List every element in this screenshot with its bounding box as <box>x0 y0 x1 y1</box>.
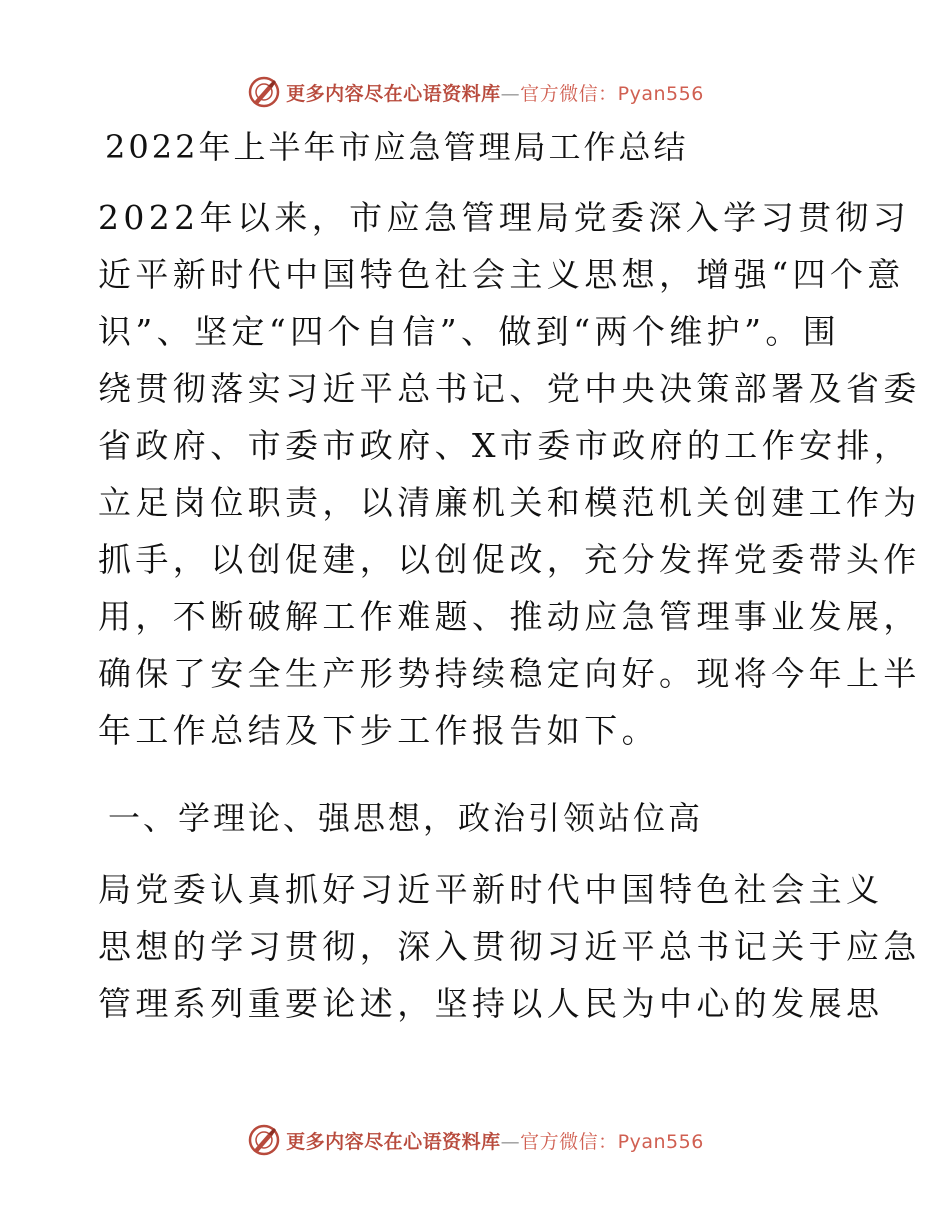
header-watermark <box>0 72 950 112</box>
paragraph1-line: 绕贯彻落实习近平总书记、党中央决策部署及省委 <box>98 369 921 408</box>
paragraph1-line: 近平新时代中国特色社会主义思想，增强“四个意 <box>98 255 905 294</box>
paragraph1-line: 确保了安全生产形势持续稳定向好。现将今年上半 <box>98 654 921 693</box>
paragraph1-line: 用，不断破解工作难题、推动应急管理事业发展， <box>98 597 921 636</box>
paragraph1-line: 2022年以来，市应急管理局党委深入学习贯彻习 <box>98 198 911 237</box>
paragraph2-line: 思想的学习贯彻，深入贯彻习近平总书记关于应急 <box>98 927 921 966</box>
watermark-contact-text: 官方微信：Pyan556 <box>520 1130 704 1153</box>
paragraph1-line: 省政府、市委市政府、X市委市政府的工作安排， <box>98 426 912 465</box>
document-title: 2022年上半年市应急管理局工作总结 <box>105 128 689 166</box>
paragraph2-line: 管理系列重要论述，坚持以人民为中心的发展思 <box>98 984 884 1023</box>
paragraph2-line: 局党委认真抓好习近平新时代中国特色社会主义 <box>98 870 884 909</box>
watermark-separator: — <box>500 1130 521 1153</box>
paragraph1-line: 识”、坚定“四个自信”、做到“两个维护”。围 <box>98 312 841 351</box>
paragraph1-line: 年工作总结及下步工作报告如下。 <box>98 711 659 750</box>
footer-watermark <box>0 1120 950 1160</box>
pen-nib-logo-icon <box>246 1122 282 1158</box>
watermark-text <box>286 79 704 106</box>
watermark-text <box>286 1127 704 1154</box>
watermark-separator: — <box>500 82 521 105</box>
watermark-main-text: 更多内容尽在心语资料库 <box>286 1130 501 1153</box>
paragraph1-line: 立足岗位职责，以清廉机关和模范机关创建工作为 <box>98 483 921 522</box>
pen-nib-logo-icon <box>246 74 282 110</box>
section1-heading: 一、学理论、强思想，政治引领站位高 <box>108 799 704 837</box>
paragraph1-line: 抓手，以创促建，以创促改，充分发挥党委带头作 <box>98 540 921 579</box>
watermark-contact-text: 官方微信：Pyan556 <box>520 82 704 105</box>
watermark-main-text: 更多内容尽在心语资料库 <box>286 82 501 105</box>
